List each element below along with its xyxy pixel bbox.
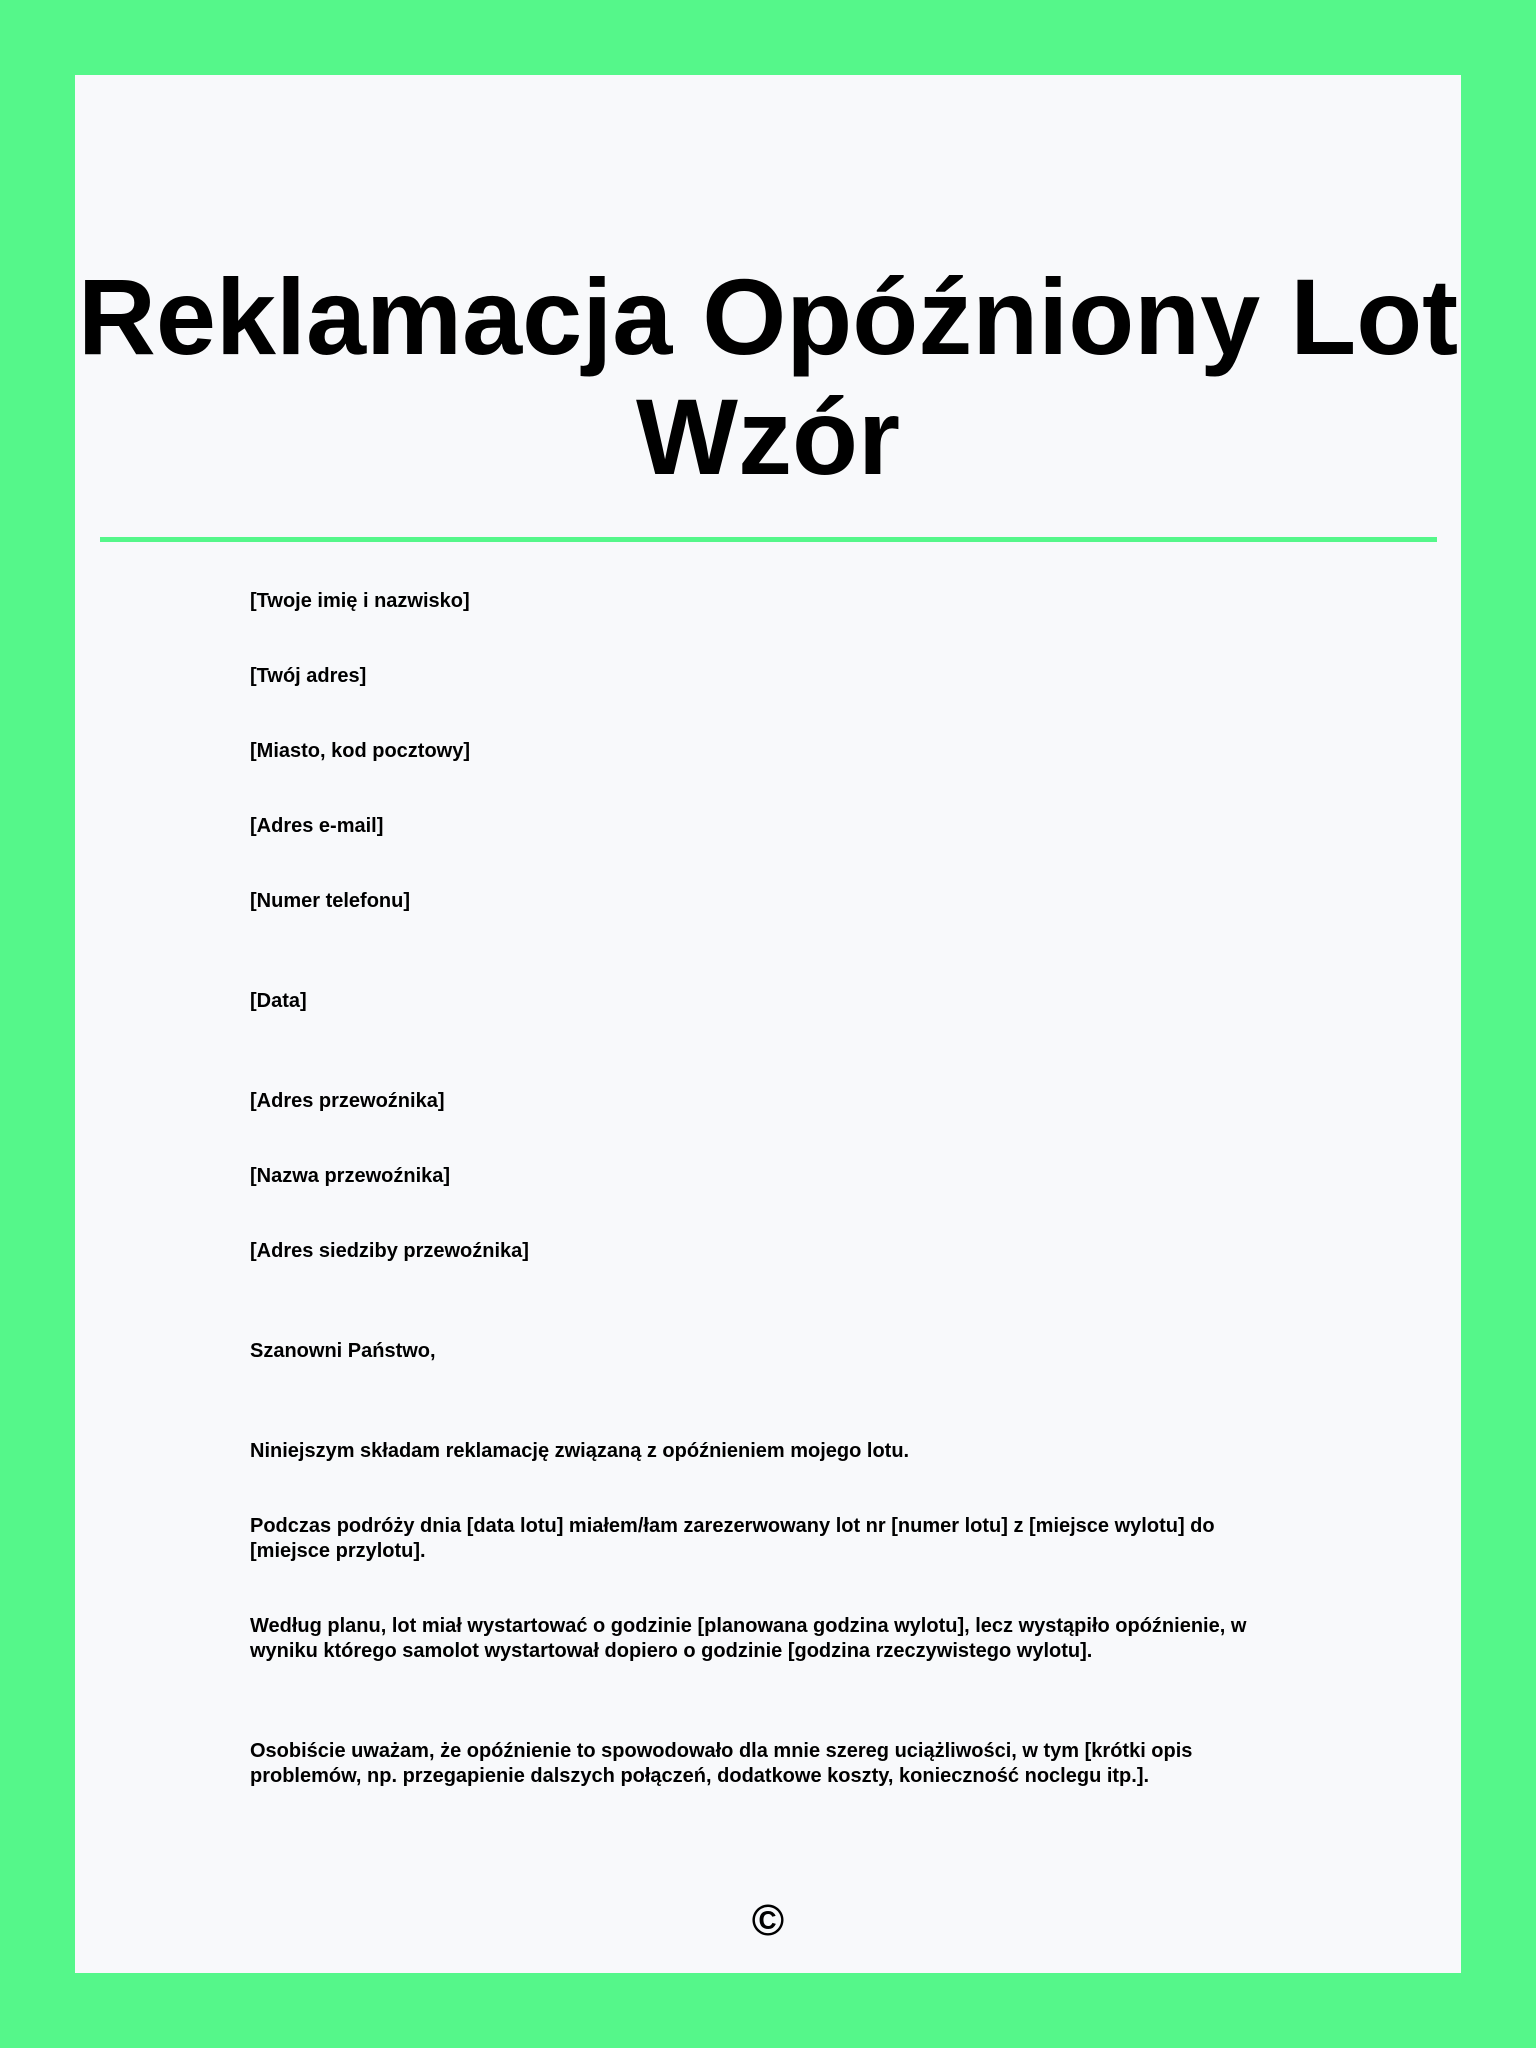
letter-date: [Data] — [250, 990, 307, 1012]
recipient-carrier-address: [Adres przewoźnika] — [250, 1090, 445, 1112]
salutation: Szanowni Państwo, — [250, 1340, 436, 1362]
body-paragraph: Niniejszym składam reklamację związaną z opóźnieniem mojego lotu. — [250, 1440, 910, 1462]
body-paragraph: Podczas podróży dnia [data lotu] miałem/łam zarezerwowany lot nr [numer lotu] z [miejsce wylotu] do [miejsce przylotu]. — [250, 1515, 1215, 1562]
document-title: Reklamacja Opóźniony Lot Wzór — [77, 256, 1459, 497]
recipient-carrier-name: [Nazwa przewoźnika] — [250, 1165, 451, 1187]
title-divider — [100, 537, 1437, 542]
copyright-icon: © — [751, 1896, 785, 1945]
sender-email: [Adres e-mail] — [250, 815, 384, 837]
document-page — [75, 75, 1461, 1973]
sender-address: [Twój adres] — [250, 665, 367, 687]
sender-city-postcode: [Miasto, kod pocztowy] — [250, 740, 470, 762]
sender-phone: [Numer telefonu] — [250, 890, 410, 912]
recipient-carrier-hq-address: [Adres siedziby przewoźnika] — [250, 1240, 529, 1262]
body-paragraph: Osobiście uważam, że opóźnienie to spowodowało dla mnie szereg uciążliwości, w tym [krótki opis problemów, np. przegapienie dalszych połączeń, dodatkowe koszty, konieczność noclegu itp.]. — [250, 1740, 1193, 1787]
body-paragraph: Według planu, lot miał wystartować o godzinie [planowana godzina wylotu], lecz wystąpiło opóźnienie, w wyniku którego samolot wystartował dopiero o godzinie [godzina rzeczywistego wylotu]. — [250, 1615, 1247, 1662]
sender-name: [Twoje imię i nazwisko] — [250, 590, 470, 612]
